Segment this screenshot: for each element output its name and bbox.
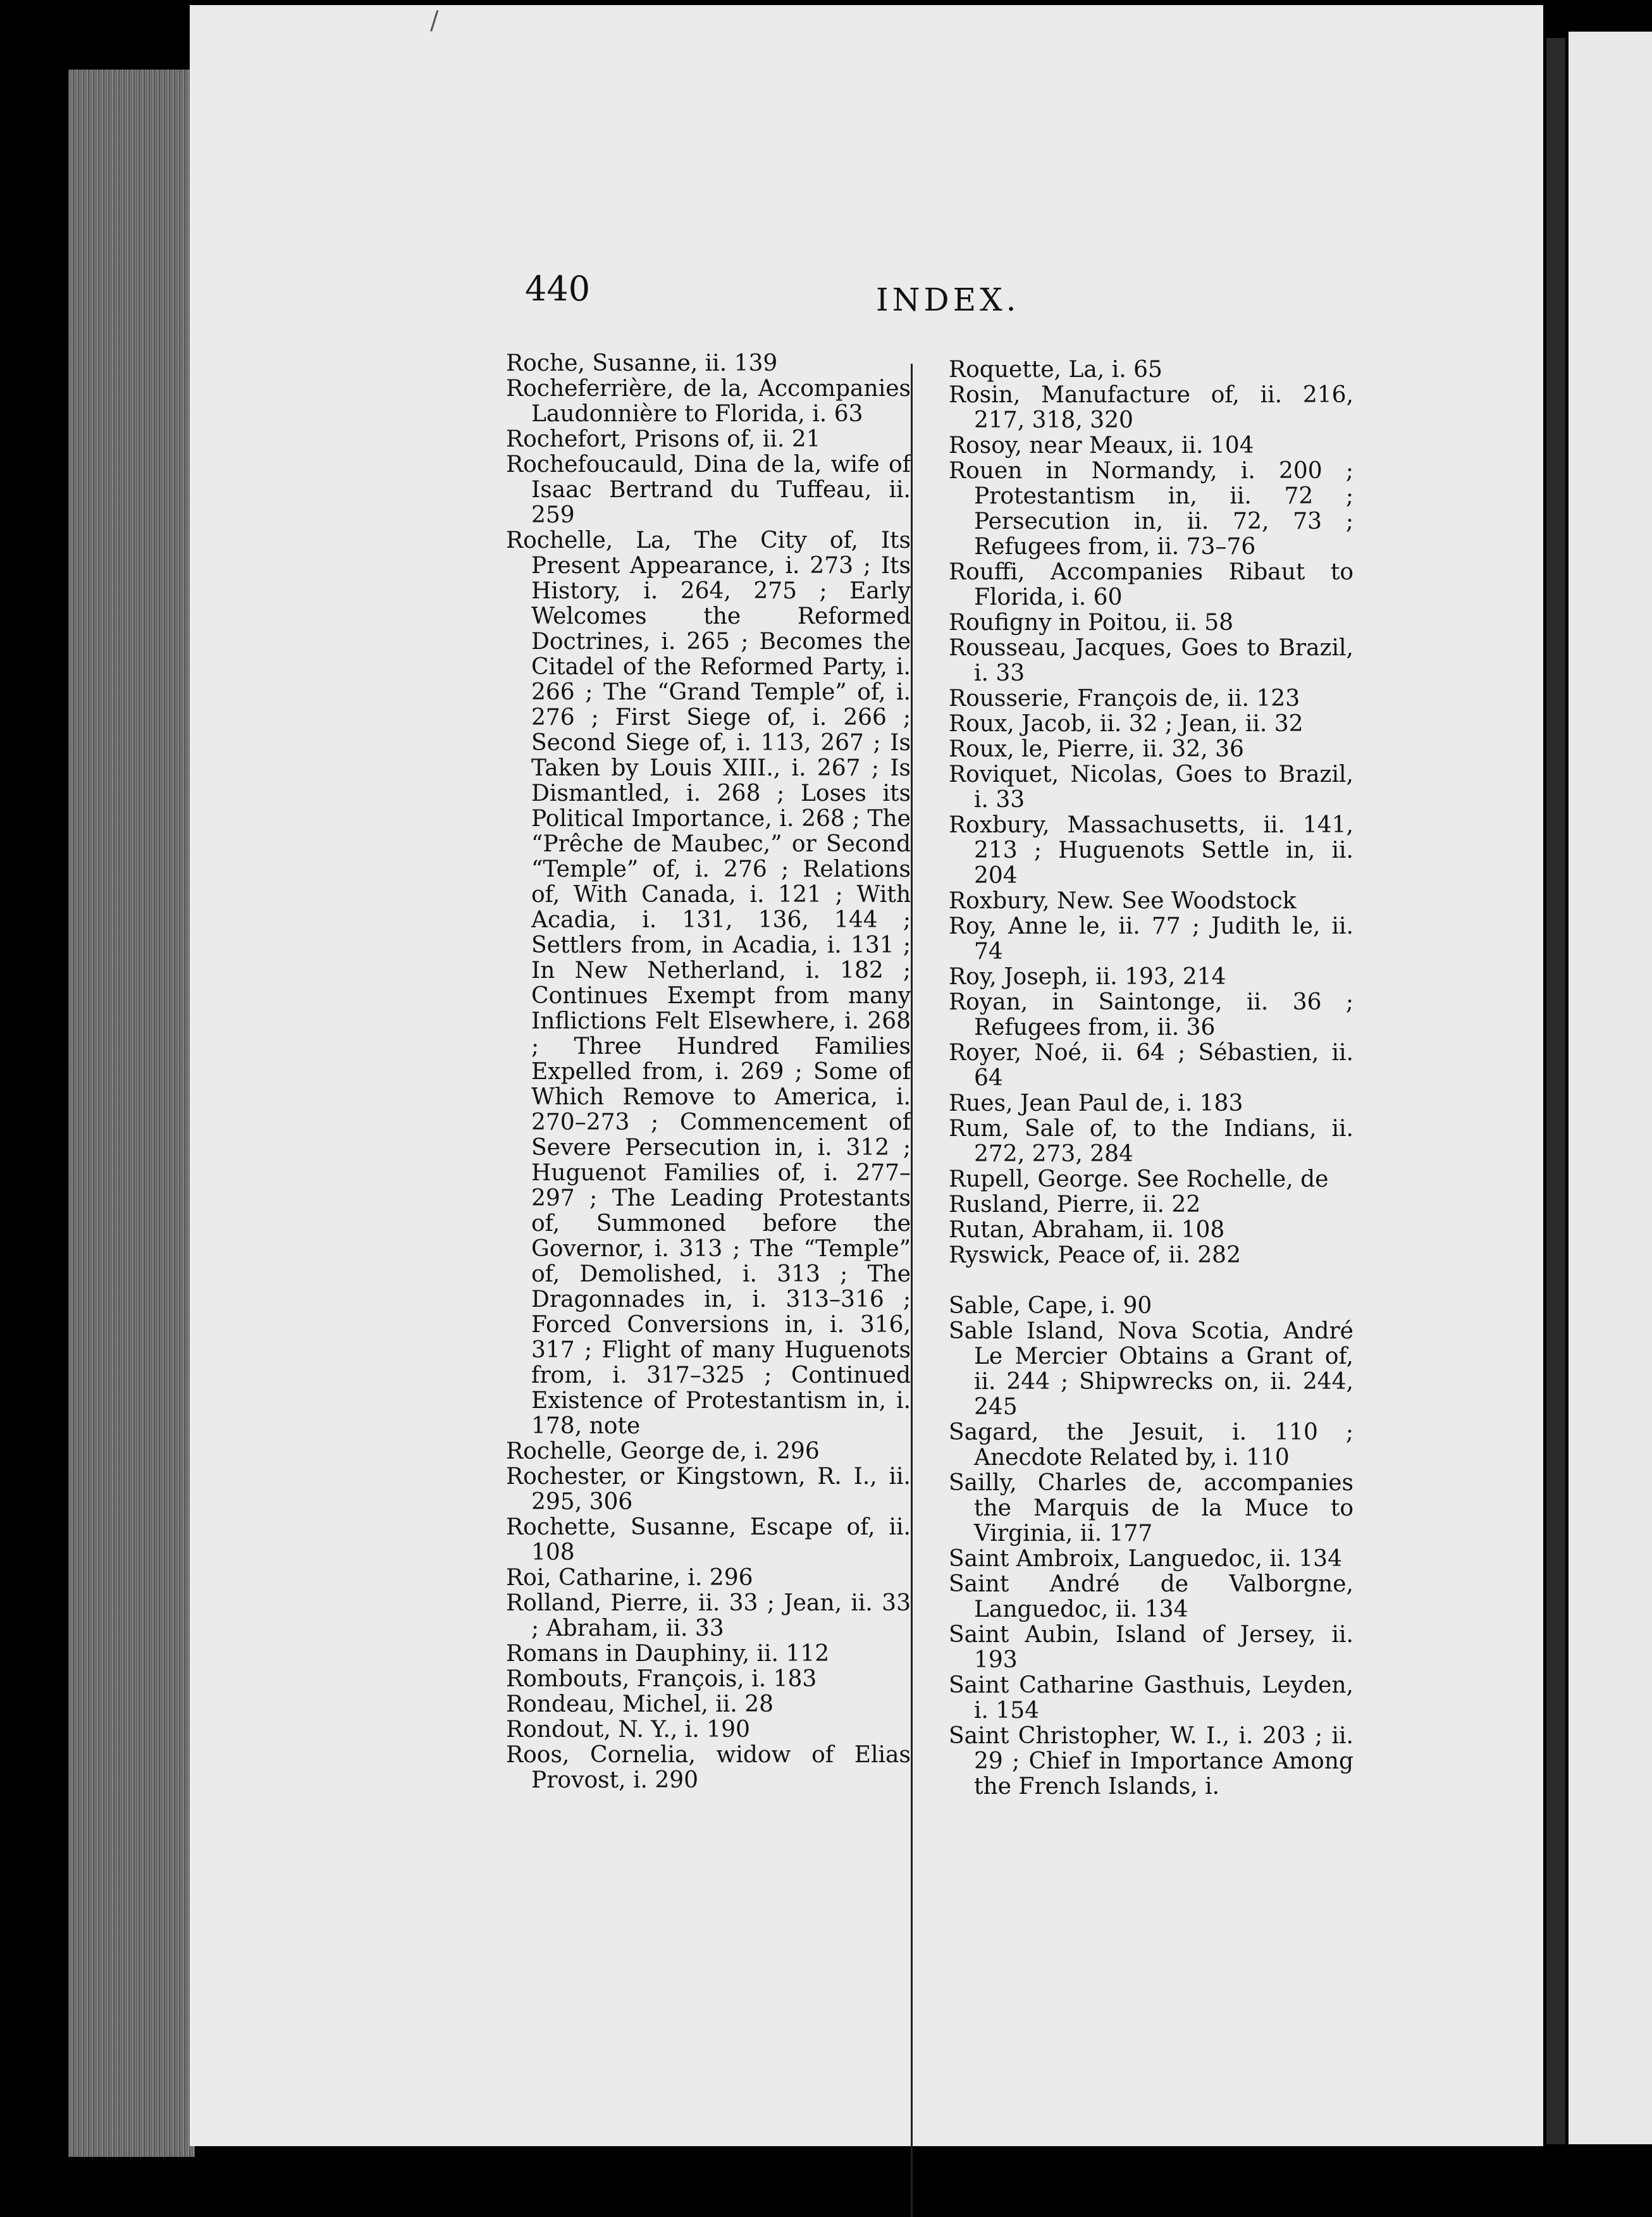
index-entry: Sagard, the Jesuit, i. 110 ; Anecdote Related by, i. 110 (949, 1419, 1353, 1471)
index-entry: Rondout, N. Y., i. 190 (506, 1717, 750, 1743)
index-entry: Rochelle, La, The City of, Its Present Appearance, i. 273 ; Its History, i. 264, 275 ; Early Welcomes the Reformed Doctrines, i. 265 ; Becomes the Citadel of the Reformed Party, i. 266 ; The “Grand Temple” of, i. 276 ; First Siege of, i. 266 ; Second Siege of, i. 113, 267 ; Is Taken by Louis XIII., i. 267 ; Is Dismantled, i. 268 ; Loses its Political Importance, i. 268 ; The “Prêche de Maubec,” or Second “Temple” of, i. 276 ; Relations of, With Canada, i. 121 ; With Acadia, i. 131, 136, 144 ; Settlers from, in Acadia, i. 131 ; In New Netherland, i. 182 ; Continues Exempt from many Inflictions Felt Elsewhere, i. 268 ; Three Hundred Families Expelled from, i. 269 ; Some of Which Remove to America, i. 270–273 ; Commencement of Severe Persecution in, i. 312 ; Huguenot Families of, i. 277–297 ; The Leading Protestants of, Summoned before the Governor, i. 313 ; The “Temple” of, Demolished, i. 313 ; The Dragonnades in, i. 313–316 ; Forced Conversions in, i. 316, 317 ; Flight of many Huguenots from, i. 317–325 ; Continued Existence of Protestantism in, i. 178, note (506, 528, 911, 1439)
index-section-r (949, 357, 1353, 1268)
index-column-left (506, 351, 911, 1793)
index-entry: Rolland, Pierre, ii. 33 ; Jean, ii. 33 ; Abraham, ii. 33 (506, 1590, 911, 1641)
index-entry: Roufigny in Poitou, ii. 58 (949, 610, 1234, 636)
index-entry: Royan, in Saintonge, ii. 36 ; Refugees from, ii. 36 (949, 989, 1353, 1041)
index-entry: Ryswick, Peace of, ii. 282 (949, 1242, 1241, 1268)
index-entry: Roviquet, Nicolas, Goes to Brazil, i. 33 (949, 762, 1353, 813)
index-entry: Rochefoucauld, Dina de la, wife of Isaac Bertrand du Tuffeau, ii. 259 (506, 452, 911, 528)
index-entry: Rochester, or Kingstown, R. I., ii. 295, 306 (506, 1464, 911, 1515)
index-entry: Rochelle, George de, i. 296 (506, 1438, 820, 1464)
index-entry: Romans in Dauphiny, ii. 112 (506, 1641, 830, 1667)
index-entry: Rosoy, near Meaux, ii. 104 (949, 433, 1254, 459)
index-entry: Rousseau, Jacques, Goes to Brazil, i. 33 (949, 635, 1353, 686)
index-entry: Roux, Jacob, ii. 32 ; Jean, ii. 32 (949, 711, 1304, 737)
index-entry: Rocheferrière, de la, Accompanies Laudonnière to Florida, i. 63 (506, 376, 911, 427)
index-entry: Sailly, Charles de, accompanies the Marquis de la Muce to Virginia, ii. 177 (949, 1470, 1353, 1547)
index-entry: Roi, Catharine, i. 296 (506, 1565, 753, 1591)
index-entry: Roy, Joseph, ii. 193, 214 (949, 964, 1226, 990)
index-entry: Saint Christopher, W. I., i. 203 ; ii. 29 ; Chief in Importance Among the French Islands, i. (949, 1723, 1353, 1800)
index-entry: Rochette, Susanne, Escape of, ii. 108 (506, 1514, 911, 1565)
index-entry: Roquette, La, i. 65 (949, 357, 1162, 383)
index-entry: Rues, Jean Paul de, i. 183 (949, 1090, 1243, 1116)
index-entry: Rondeau, Michel, ii. 28 (506, 1691, 774, 1717)
index-entry: Saint Catharine Gasthuis, Leyden, i. 154 (949, 1672, 1353, 1724)
pencil-mark: / (430, 6, 439, 35)
page-edges (68, 70, 195, 2157)
section-gap (949, 1268, 1353, 1294)
index-entry: Rupell, George. See Rochelle, de (949, 1166, 1329, 1192)
index-entry: Rousserie, François de, ii. 123 (949, 686, 1300, 712)
index-entry: Saint Aubin, Island of Jersey, ii. 193 (949, 1622, 1353, 1673)
index-entry: Rusland, Pierre, ii. 22 (949, 1192, 1201, 1218)
index-entry: Rochefort, Prisons of, ii. 21 (506, 426, 821, 452)
index-section-s (949, 1294, 1353, 1800)
index-entry: Roux, le, Pierre, ii. 32, 36 (949, 736, 1244, 762)
binding-shadow (1546, 38, 1565, 2144)
index-entry: Roos, Cornelia, widow of Elias Provost, i. 290 (506, 1742, 911, 1793)
adjacent-page (1569, 32, 1652, 2144)
index-entry: Saint Ambroix, Languedoc, ii. 134 (949, 1546, 1342, 1572)
index-entry: Roche, Susanne, ii. 139 (506, 350, 778, 376)
index-entry: Rouen in Normandy, i. 200 ; Protestantism in, ii. 72 ; Persecution in, ii. 72, 73 ; Refugees from, ii. 73–76 (949, 458, 1353, 560)
index-entry: Rouffi, Accompanies Ribaut to Florida, i. 60 (949, 559, 1353, 610)
page-number: 440 (525, 269, 591, 309)
index-entry: Rutan, Abraham, ii. 108 (949, 1217, 1225, 1243)
index-column-right (949, 357, 1353, 1800)
index-entry: Roy, Anne le, ii. 77 ; Judith le, ii. 74 (949, 913, 1353, 965)
index-entry: Sable Island, Nova Scotia, André Le Mercier Obtains a Grant of, ii. 244 ; Shipwrecks on, ii. 244, 245 (949, 1318, 1353, 1420)
page-title: INDEX. (876, 281, 1020, 318)
index-entry: Sable, Cape, i. 90 (949, 1293, 1152, 1319)
column-rule (911, 364, 913, 2217)
index-entry: Rombouts, François, i. 183 (506, 1666, 817, 1692)
index-entry: Rosin, Manufacture of, ii. 216, 217, 318, 320 (949, 382, 1353, 433)
index-entry: Rum, Sale of, to the Indians, ii. 272, 273, 284 (949, 1116, 1353, 1167)
index-entry: Saint André de Valborgne, Languedoc, ii. 134 (949, 1571, 1353, 1622)
index-entry: Royer, Noé, ii. 64 ; Sébastien, ii. 64 (949, 1040, 1353, 1091)
index-entry: Roxbury, New. See Woodstock (949, 888, 1297, 914)
index-entry: Roxbury, Massachusetts, ii. 141, 213 ; Huguenots Settle in, ii. 204 (949, 812, 1353, 889)
